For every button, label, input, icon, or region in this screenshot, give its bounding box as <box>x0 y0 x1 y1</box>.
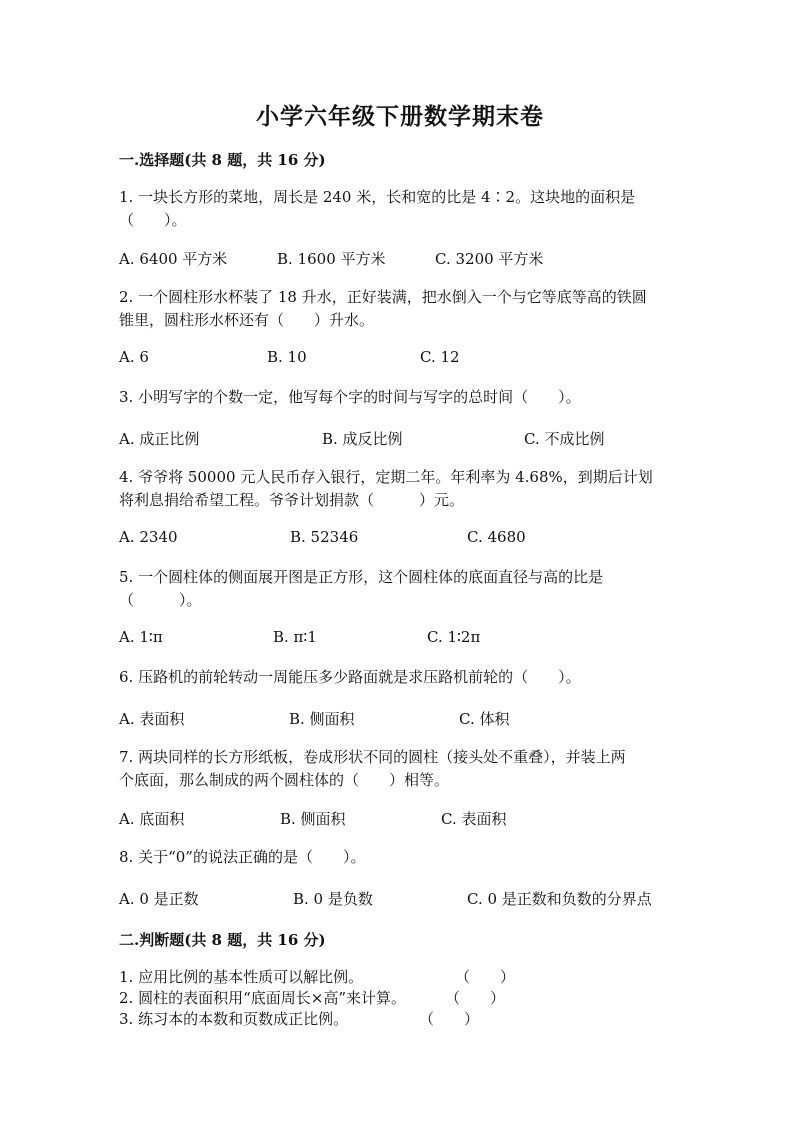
question-text-cont: 锥里，圆柱形水杯还有（ ）升水。 <box>119 311 375 329</box>
question-3 <box>119 386 679 409</box>
option-a: A. 成正比例 <box>119 430 200 448</box>
question-text: 6. 压路机的前轮转动一周能压多少路面就是求压路机前轮的（ ）。 <box>119 668 581 686</box>
option-a: A. 1∶π <box>119 628 163 646</box>
option-b: B. 0 是负数 <box>293 890 373 908</box>
option-c: C. 体积 <box>459 710 510 728</box>
question-text: 2. 一个圆柱形水杯装了 18 升水，正好装满，把水倒入一个与它等底等高的铁圆 <box>119 288 647 306</box>
question-5 <box>119 566 679 612</box>
question-text-cont: （ ）。 <box>119 591 202 609</box>
options-4 <box>119 528 699 550</box>
question-text-cont: 将利息捐给希望工程。爷爷计划捐款（ ）元。 <box>119 491 465 509</box>
option-b: B. 成反比例 <box>322 430 403 448</box>
answer-parentheses: （ ） <box>455 968 516 986</box>
section-heading-choice: 一.选择题(共 8 题，共 16 分) <box>119 151 326 169</box>
question-text: 8. 关于“0”的说法正确的是（ ）。 <box>119 848 366 866</box>
question-text: 1. 一块长方形的菜地，周长是 240 米，长和宽的比是 4∶2。这块地的面积是 <box>119 188 636 206</box>
question-4 <box>119 466 679 512</box>
question-1 <box>119 186 679 232</box>
section-heading-judgement: 二.判断题(共 8 题，共 16 分) <box>119 931 326 949</box>
option-c: C. 表面积 <box>441 810 507 828</box>
options-2 <box>119 348 699 370</box>
question-7 <box>119 746 679 792</box>
option-b: B. 10 <box>267 348 307 366</box>
option-c: C. 1∶2π <box>427 628 481 646</box>
judge-item-2: 2. 圆柱的表面积用“底面周长×高”来计算。 <box>119 989 406 1007</box>
option-a: A. 2340 <box>119 528 178 546</box>
question-text-cont: 个底面，那么制成的两个圆柱体的（ ）相等。 <box>119 771 450 789</box>
option-c: C. 0 是正数和负数的分界点 <box>467 890 652 908</box>
question-text: 3. 小明写字的个数一定，他写每个字的时间与写字的总时间（ ）。 <box>119 388 581 406</box>
options-6 <box>119 708 699 730</box>
option-c: C. 3200 平方米 <box>435 250 544 268</box>
option-b: B. 侧面积 <box>280 810 346 828</box>
option-b: B. 侧面积 <box>289 710 355 728</box>
option-a: A. 6 <box>119 348 149 366</box>
option-b: B. 52346 <box>290 528 359 546</box>
option-a: A. 6400 平方米 <box>119 250 228 268</box>
options-7 <box>119 808 699 830</box>
judge-item-1: 1. 应用比例的基本性质可以解比例。 <box>119 968 364 986</box>
question-8 <box>119 846 679 869</box>
answer-parentheses: （ ） <box>445 989 506 1007</box>
option-c: C. 4680 <box>467 528 526 546</box>
options-5 <box>119 628 699 650</box>
option-b: B. 1600 平方米 <box>277 250 386 268</box>
judge-item-3: 3. 练习本的本数和页数成正比例。 <box>119 1010 349 1028</box>
option-b: B. π∶1 <box>273 628 317 646</box>
question-text: 7. 两块同样的长方形纸板，卷成形状不同的圆柱（接头处不重叠），并装上两 <box>119 748 626 766</box>
option-c: C. 不成比例 <box>524 430 605 448</box>
option-c: C. 12 <box>420 348 460 366</box>
question-text: 5. 一个圆柱体的侧面展开图是正方形，这个圆柱体的底面直径与高的比是 <box>119 568 604 586</box>
page-title: 小学六年级下册数学期末卷 <box>256 103 544 130</box>
option-a: A. 表面积 <box>119 710 185 728</box>
options-8 <box>119 888 699 910</box>
answer-parentheses: （ ） <box>419 1010 480 1028</box>
options-1 <box>119 248 699 270</box>
question-6 <box>119 666 679 689</box>
option-a: A. 0 是正数 <box>119 890 199 908</box>
option-a: A. 底面积 <box>119 810 185 828</box>
question-2 <box>119 286 679 332</box>
options-3 <box>119 428 699 450</box>
question-text: 4. 爷爷将 50000 元人民币存入银行，定期二年。年利率为 4.68%，到期后计划 <box>119 468 653 486</box>
question-text-cont: （ ）。 <box>119 211 187 229</box>
